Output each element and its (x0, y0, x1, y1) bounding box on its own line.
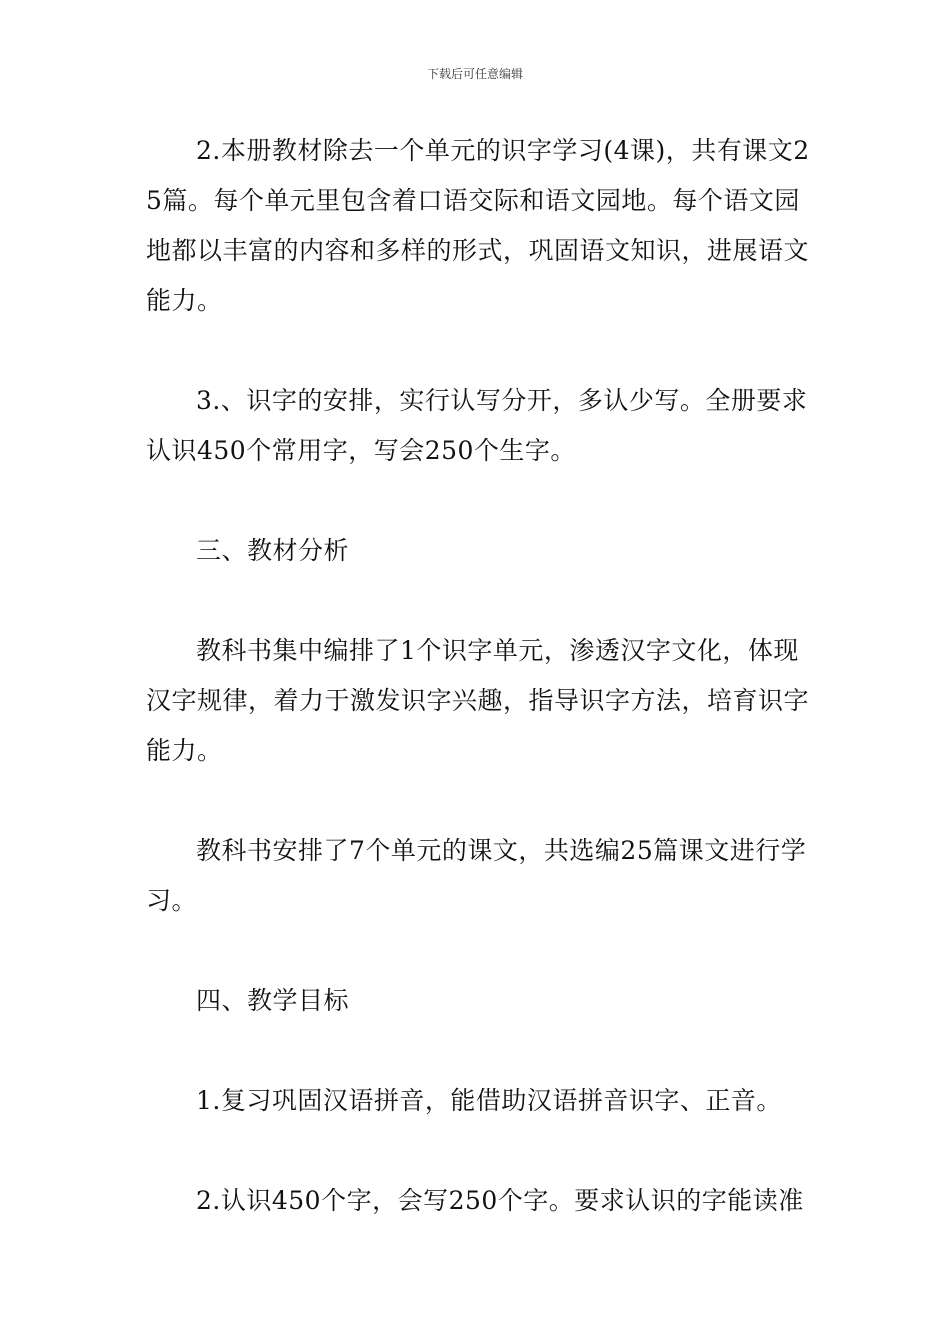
paragraph-literacy-unit: 教科书集中编排了1个识字单元，渗透汉字文化，体现汉字规律，着力于激发识字兴趣，指导识字方法，培育识字能力。 (146, 636, 810, 765)
page-header: 下载后可任意编辑 (426, 67, 523, 81)
paragraph-spacer (146, 576, 810, 626)
section-heading-teaching-goals: 四、教学目标 (196, 986, 350, 1015)
paragraph-spacer (146, 776, 810, 826)
paragraph-spacer (146, 326, 810, 376)
paragraph-spacer (146, 1126, 810, 1176)
section-heading-textbook-analysis: 三、教材分析 (196, 536, 350, 565)
paragraph-goal-2: 2.认识450个字，会写250个字。要求认识的字能读准 (196, 1186, 804, 1215)
paragraph-spacer (146, 476, 810, 526)
paragraph-goal-1: 1.复习巩固汉语拼音，能借助汉语拼音识字、正音。 (196, 1086, 782, 1115)
paragraph-spacer (146, 926, 810, 976)
paragraph-units-texts: 教科书安排了7个单元的课文，共选编25篇课文进行学习。 (146, 836, 807, 915)
paragraph-textbook-structure: 2.本册教材除去一个单元的识字学习(4课)，共有课文25篇。每个单元里包含着口语交际和语文园地。每个语文园地都以丰富的内容和多样的形式，巩固语文知识，进展语文能力。 (146, 136, 810, 315)
paragraph-spacer (146, 1026, 810, 1076)
paragraph-literacy-arrangement: 3.、识字的安排，实行认写分开，多认少写。全册要求认识450个常用字，写会250个生字。 (146, 386, 808, 465)
document-body (146, 126, 810, 1226)
